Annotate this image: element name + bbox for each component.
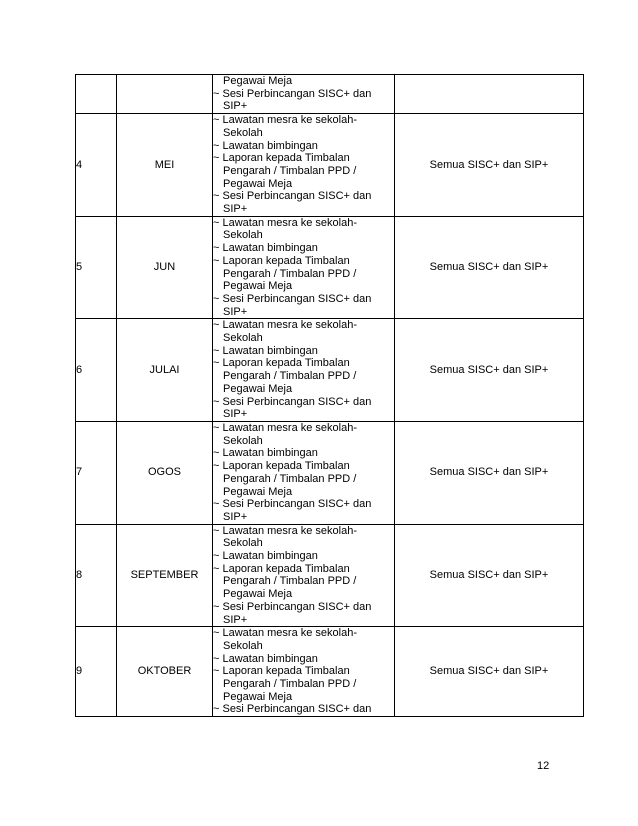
activity-line: Pegawai Meja — [223, 690, 293, 703]
activity-line: Pengarah / Timbalan PPD / — [223, 472, 357, 485]
activity-line: ~ Laporan kepada Timbalan — [213, 357, 350, 370]
activity-line: Pegawai Meja — [223, 75, 293, 87]
activity-line: Sekolah — [223, 537, 263, 550]
target-group-cell: Semua SISC+ dan SIP+ — [395, 216, 584, 319]
activity-line: Pegawai Meja — [223, 382, 293, 395]
target-group-cell: Semua SISC+ dan SIP+ — [395, 319, 584, 422]
activity-line: SIP+ — [223, 613, 248, 626]
page-number: 12 — [537, 760, 550, 772]
activity-line: ~ Lawatan mesra ke sekolah- — [213, 421, 357, 434]
activity-line: ~ Lawatan mesra ke sekolah- — [213, 627, 357, 640]
activity-line: ~ Sesi Perbincangan SISC+ dan — [213, 292, 372, 305]
activity-line: ~ Laporan kepada Timbalan — [213, 562, 350, 575]
activity-line: SIP+ — [223, 203, 248, 216]
activities-cell — [213, 319, 395, 422]
month-cell: JUN — [117, 216, 213, 319]
activity-line: ~ Laporan kepada Timbalan — [213, 152, 350, 165]
schedule-table — [75, 74, 584, 717]
activity-line: ~ Lawatan bimbingan — [213, 344, 318, 357]
row-number — [76, 75, 117, 114]
activity-line: ~ Lawatan mesra ke sekolah- — [213, 216, 357, 229]
activity-line: ~ Sesi Perbincangan SISC+ dan — [213, 87, 372, 100]
table-row — [76, 114, 584, 217]
row-number: 6 — [76, 319, 117, 422]
activity-line: Pengarah / Timbalan PPD / — [223, 164, 357, 177]
activity-line: ~ Sesi Perbincangan SISC+ dan — [213, 498, 372, 511]
target-group-cell: Semua SISC+ dan SIP+ — [395, 114, 584, 217]
activity-line: ~ Lawatan bimbingan — [213, 550, 318, 563]
activity-line: SIP+ — [223, 100, 248, 113]
target-group-cell: Semua SISC+ dan SIP+ — [395, 627, 584, 717]
month-cell — [117, 75, 213, 114]
month-cell: OKTOBER — [117, 627, 213, 717]
activity-line: Pegawai Meja — [223, 280, 293, 293]
table-row — [76, 524, 584, 627]
activity-line: Pegawai Meja — [223, 485, 293, 498]
month-cell: MEI — [117, 114, 213, 217]
activity-line: Sekolah — [223, 434, 263, 447]
activity-line: Sekolah — [223, 229, 263, 242]
activity-line: ~ Sesi Perbincangan SISC+ dan — [213, 395, 372, 408]
activity-line: ~ Lawatan bimbingan — [213, 652, 318, 665]
activity-line: ~ Laporan kepada Timbalan — [213, 254, 350, 267]
target-group-cell: Semua SISC+ dan SIP+ — [395, 421, 584, 524]
row-number: 7 — [76, 421, 117, 524]
activity-line: Pengarah / Timbalan PPD / — [223, 575, 357, 588]
row-number: 5 — [76, 216, 117, 319]
row-number: 9 — [76, 627, 117, 717]
activity-line: Pengarah / Timbalan PPD / — [223, 370, 357, 383]
row-number: 4 — [76, 114, 117, 217]
target-group-cell — [395, 75, 584, 114]
activity-line: ~ Sesi Perbincangan SISC+ dan — [213, 600, 372, 613]
table-row — [76, 319, 584, 422]
activity-line: ~ Sesi Perbincangan SISC+ dan — [213, 703, 372, 716]
activities-cell — [213, 114, 395, 217]
activities-cell — [213, 75, 395, 114]
month-cell: OGOS — [117, 421, 213, 524]
activity-line: Sekolah — [223, 639, 263, 652]
table-row — [76, 216, 584, 319]
activity-line: Pengarah / Timbalan PPD / — [223, 267, 357, 280]
activity-line: Pengarah / Timbalan PPD / — [223, 678, 357, 691]
activity-line: ~ Lawatan mesra ke sekolah- — [213, 114, 357, 127]
activity-line: Sekolah — [223, 332, 263, 345]
activity-line: ~ Lawatan bimbingan — [213, 447, 318, 460]
activities-cell — [213, 627, 395, 717]
activity-line: ~ Lawatan mesra ke sekolah- — [213, 524, 357, 537]
table-row — [76, 421, 584, 524]
activities-cell — [213, 216, 395, 319]
activity-line: Pegawai Meja — [223, 177, 293, 190]
activity-line: ~ Laporan kepada Timbalan — [213, 460, 350, 473]
activity-line: SIP+ — [223, 510, 248, 523]
activity-line: Sekolah — [223, 126, 263, 139]
activity-line: ~ Sesi Perbincangan SISC+ dan — [213, 190, 372, 203]
target-group-cell: Semua SISC+ dan SIP+ — [395, 524, 584, 627]
activity-line: ~ Lawatan bimbingan — [213, 139, 318, 152]
activity-line: Pegawai Meja — [223, 588, 293, 601]
activity-line: ~ Laporan kepada Timbalan — [213, 665, 350, 678]
activity-line: SIP+ — [223, 305, 248, 318]
month-cell: JULAI — [117, 319, 213, 422]
row-number: 8 — [76, 524, 117, 627]
month-cell: SEPTEMBER — [117, 524, 213, 627]
activity-line: ~ Lawatan mesra ke sekolah- — [213, 319, 357, 332]
schedule-table-body — [76, 75, 584, 717]
table-row — [76, 75, 584, 114]
activity-line: SIP+ — [223, 408, 248, 421]
activities-cell — [213, 421, 395, 524]
table-row — [76, 627, 584, 717]
activity-line: ~ Lawatan bimbingan — [213, 242, 318, 255]
activities-cell — [213, 524, 395, 627]
